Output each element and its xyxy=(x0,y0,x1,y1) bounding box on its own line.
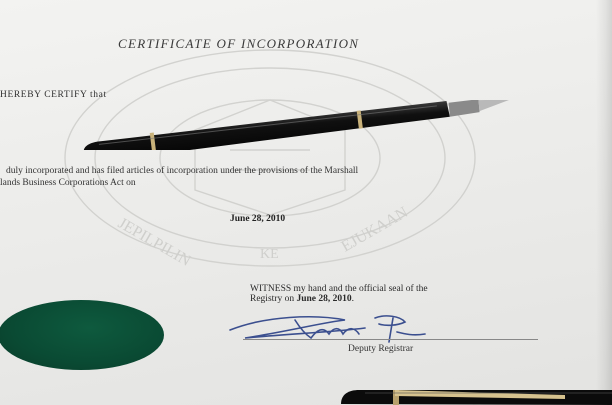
seal-text-mid: KE xyxy=(260,247,279,262)
second-pen xyxy=(335,384,612,405)
body-line-1: duly incorporated and has filed articles of incorporation under the provisions of the Marshall xyxy=(6,166,359,176)
green-foil-seal xyxy=(0,300,164,370)
seal-text-left: JEPILPILIN xyxy=(115,214,194,270)
witness-prefix: Registry on xyxy=(250,294,295,304)
handwritten-signature xyxy=(225,308,465,348)
incorporation-date: June 28, 2010 xyxy=(230,214,286,224)
witness-line-2 xyxy=(250,294,354,304)
paper-edge-shadow xyxy=(596,0,612,405)
background-seal-emblem xyxy=(55,40,490,270)
certificate-title: CERTIFICATE OF INCORPORATION xyxy=(118,36,360,51)
seal-text-right: EJUKAAN xyxy=(338,203,411,256)
signature-line xyxy=(243,339,538,340)
signatory-title: Deputy Registrar xyxy=(348,344,414,354)
certify-line: HEREBY CERTIFY that xyxy=(0,90,107,100)
witness-suffix: . xyxy=(351,294,354,304)
body-line-2: lands Business Corporations Act on xyxy=(0,178,136,188)
witness-date: June 28, 2010 xyxy=(296,294,352,304)
fountain-pen xyxy=(78,100,518,150)
witness-line-1: WITNESS my hand and the official seal of the xyxy=(250,284,428,294)
